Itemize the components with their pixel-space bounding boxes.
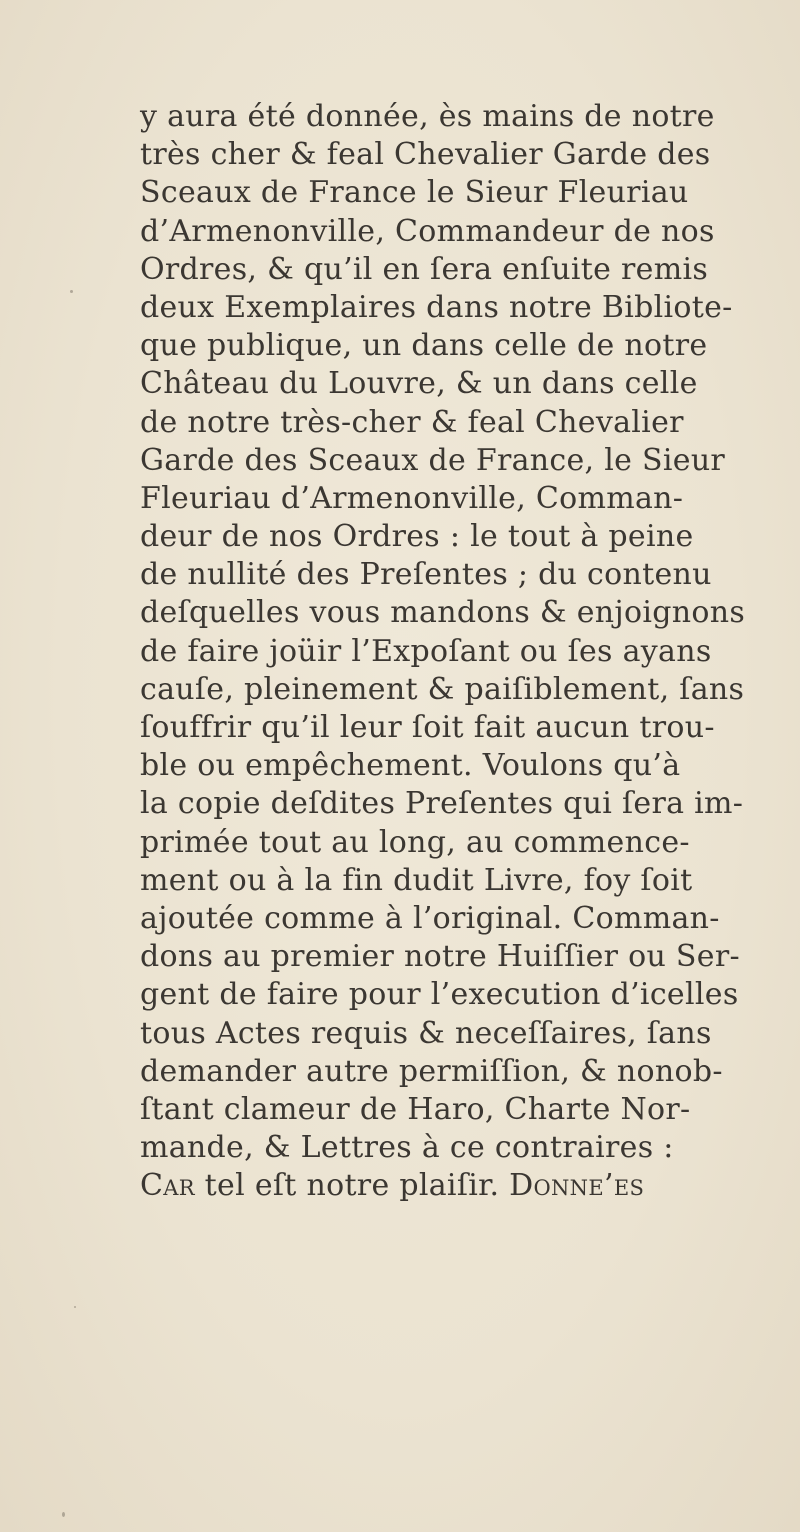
text-line: de nullité des Preſentes ; du contenu [140,557,712,593]
text-line: ſtant clameur de Haro, Charte Nor- [140,1091,691,1127]
text-line: deur de nos Ordres : le tout à peine [140,519,694,555]
text-line: y aura été donnée, ès mains de notre [140,99,715,134]
text-line: tous Actes requis & neceſſaires, ſans [140,1015,712,1051]
last-line-middle: tel eſt notre plaiſir. [194,1168,510,1204]
text-line: demander autre permiſſion, & nonob- [140,1053,723,1089]
text-line: Garde des Sceaux de France, le Sieur [140,442,726,478]
text-line: que publique, un dans celle de notre [140,328,708,364]
text-line: dons au premier notre Huiſſier ou Ser- [140,939,740,975]
donnees-word: Donne’es [509,1168,645,1204]
page-text [140,98,780,1205]
paper-speck [70,290,73,293]
text-line: ajoutée comme à l’original. Comman- [140,900,720,936]
text-line: ble ou empêchement. Voulons qu’à [140,748,681,784]
text-line: Fleuriau d’Armenonville, Comman- [140,480,684,516]
text-line: de faire joüir l’Expoſant ou ſes ayans [140,633,712,669]
paper-speck [74,1306,76,1308]
text-line: gent de faire pour l’execution d’icelles [140,977,739,1013]
paper-speck [62,1512,65,1517]
text-line: Sceaux de France le Sieur Fleuriau [140,175,689,211]
text-line: ment ou à la fin dudit Livre, foy ſoit [140,862,693,898]
text-line: mande, & Lettres à ce contraires : [140,1130,674,1166]
text-line: ſouffrir qu’il leur ſoit fait aucun trou- [140,710,715,745]
text-line: deux Exemplaires dans notre Bibliote- [140,289,733,325]
text-line: cauſe, pleinement & paiſiblement, ſans [140,671,745,707]
text-line: la copie deſdites Preſentes qui ſera im- [140,786,744,822]
text-line: Ordres, & qu’il en ſera enſuite remis [140,251,709,287]
text-line: primée tout au long, au commence- [140,824,690,860]
text-line: d’Armenonville, Commandeur de nos [140,213,715,249]
text-line-last [140,1167,780,1205]
text-line: de notre très-cher & feal Chevalier [140,404,684,440]
text-line: Château du Louvre, & un dans celle [140,366,698,402]
car-word: Car [140,1168,195,1204]
text-line: très cher & feal Chevalier Garde des [140,137,711,173]
text-line: deſquelles vous mandons & enjoignons [140,595,746,631]
